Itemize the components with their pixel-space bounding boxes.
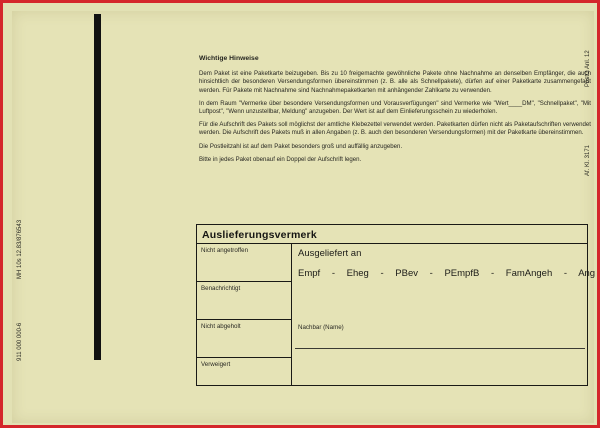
divider bbox=[197, 357, 291, 358]
delivery-box bbox=[196, 224, 596, 386]
recipient-code[interactable]: Ang bbox=[578, 268, 596, 279]
recipient-code[interactable]: FamAngeh bbox=[505, 268, 553, 279]
black-bar bbox=[94, 14, 101, 360]
separator: - bbox=[380, 268, 384, 279]
edition-code: PostO Anl. 12 bbox=[585, 50, 591, 87]
delivery-box-title: Auslieferungsvermerk bbox=[202, 229, 317, 241]
notice-paragraph: In dem Raum "Vermerke über besondere Versendungsformen und Vorausverfügungen" sind Vermerke wie "Wert____DM", "Schnellpaket", "Mit Luftpost", "Wenn unzustellbar, Meldung" anzugeben. Der Wert ist auf dem Einlieferungsschein zu wiederholen. bbox=[199, 99, 591, 116]
row-refused[interactable]: Verweigert bbox=[201, 361, 231, 368]
neighbor-name-label: Nachbar (Name) bbox=[298, 324, 344, 331]
notice-heading: Wichtige Hinweise bbox=[199, 55, 259, 62]
recipient-code[interactable]: Empf bbox=[298, 268, 321, 279]
recipient-code[interactable]: PEmpfB bbox=[444, 268, 480, 279]
notice-paragraph: Für die Aufschrift des Pakets soll möglichst der amtliche Klebezettel verwendet werden. Paketkarten dürfen nicht als Paketaufschriften verwendet werden. Die Aufschrift des Pakets muß in allen Angaben (z. B. auch den besonderen Versendungsformen) mit der Paketkarte übereinstimmen. bbox=[199, 121, 591, 137]
divider bbox=[291, 243, 292, 385]
notice-paragraph: Dem Paket ist eine Paketkarte beizugeben. Bis zu 10 freigemachte gewöhnliche Pakete ohne Nachnahme an denselben Empfänger, die auch hinsichtlich der besonderen Versendungsformen übereinstimmen (z. B. alle als Schnellpakete), dürfen auf einer Paketkarte zusammengefaßt werden. Für Pakete mit Nachnahme sind Nachnahmepaketkarten mit anhängender Zahlkarte zu verwenden. bbox=[199, 70, 591, 94]
recipient-code[interactable]: PBev bbox=[395, 268, 418, 279]
notice-section bbox=[199, 55, 591, 169]
row-notified[interactable]: Benachrichtigt bbox=[201, 285, 241, 292]
row-not-found[interactable]: Nicht angetroffen bbox=[201, 247, 249, 254]
notice-paragraph: Die Postleitzahl ist auf dem Paket besonders groß und auffällig anzugeben. bbox=[199, 142, 403, 150]
delivered-to-label: Ausgeliefert an bbox=[298, 248, 362, 259]
divider bbox=[197, 319, 291, 320]
separator: - bbox=[331, 268, 335, 279]
form-number: 911 000 000-6 bbox=[17, 322, 23, 361]
row-not-collected[interactable]: Nicht abgeholt bbox=[201, 323, 241, 330]
divider bbox=[197, 243, 587, 244]
divider bbox=[197, 281, 291, 282]
parcel-card bbox=[12, 11, 594, 423]
recipient-codes bbox=[298, 268, 600, 279]
print-info: MH 10s 12.83/876543 bbox=[17, 219, 23, 279]
separator: - bbox=[490, 268, 495, 279]
reference-code: Af. Kl. 3171 bbox=[585, 144, 591, 176]
separator: - bbox=[429, 268, 433, 279]
notice-paragraph: Bitte in jedes Paket obenauf ein Doppel der Aufschrift legen. bbox=[199, 155, 362, 163]
recipient-code[interactable]: Eheg bbox=[346, 268, 369, 279]
separator: - bbox=[563, 268, 568, 279]
neighbor-name-line[interactable] bbox=[295, 348, 585, 349]
